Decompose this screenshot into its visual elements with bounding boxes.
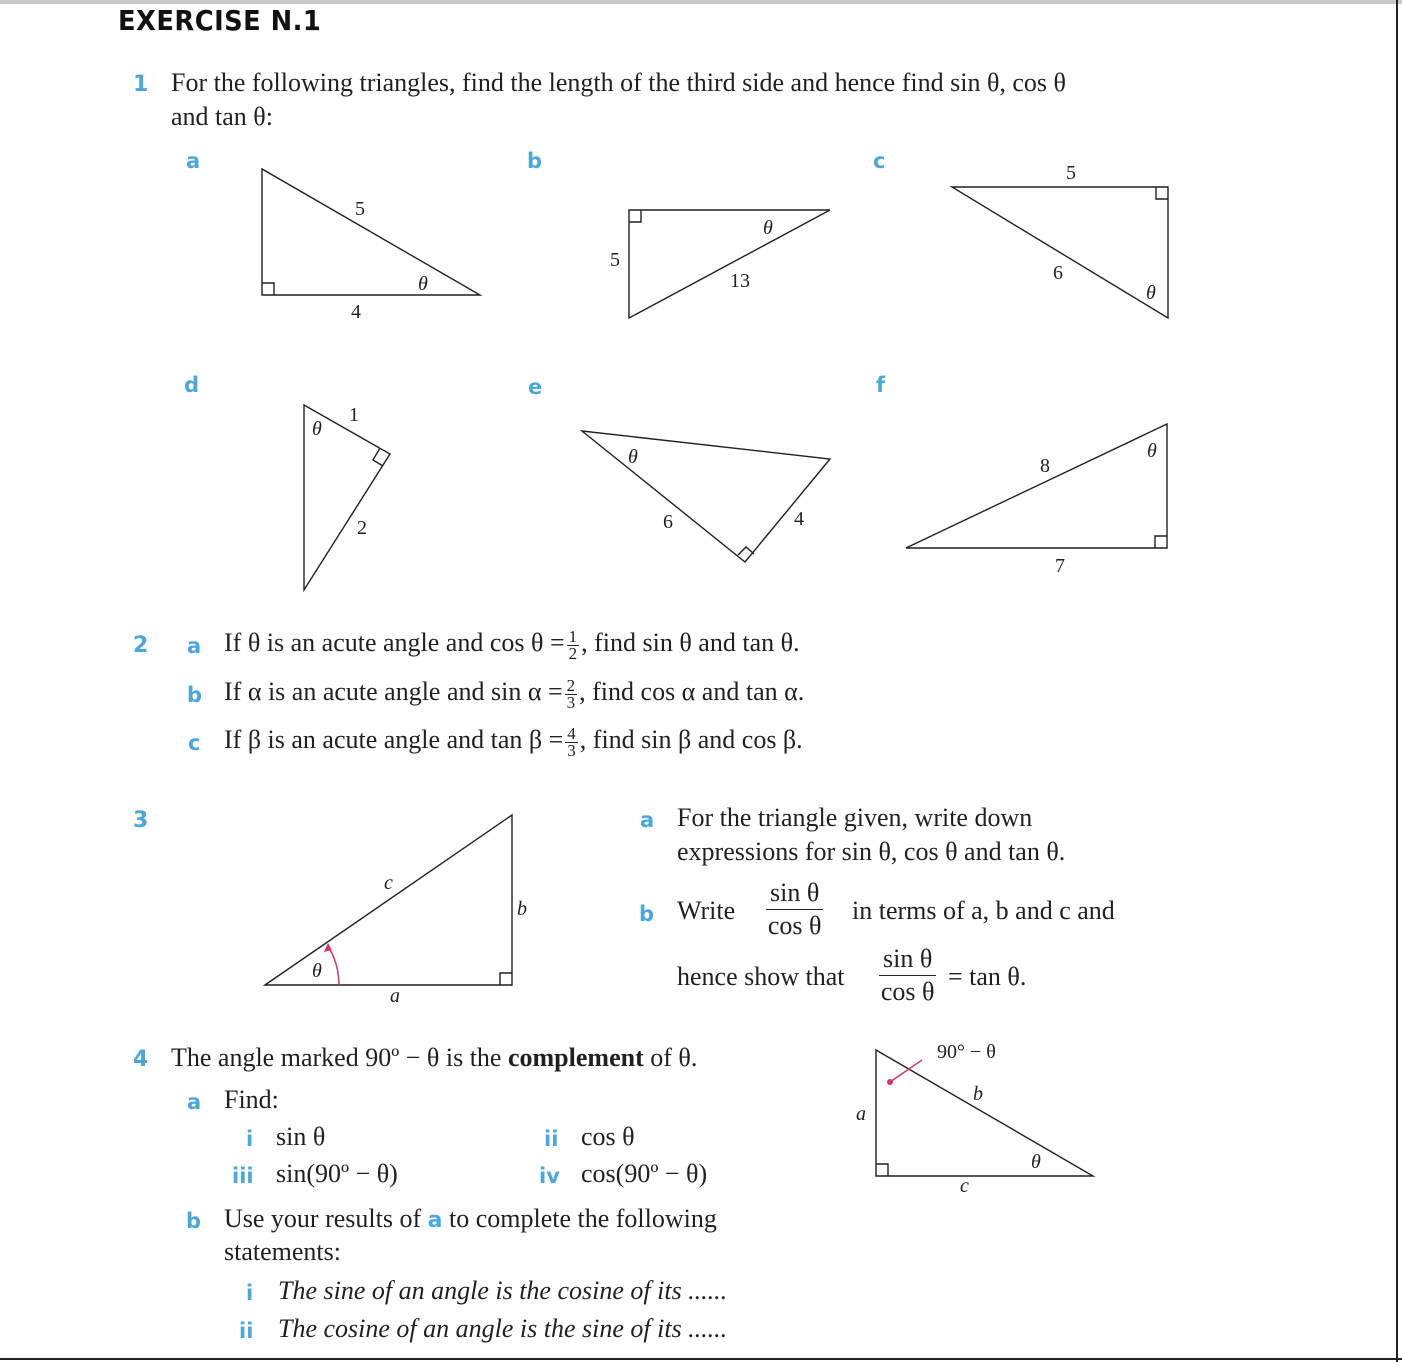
tri-c-top: 5 <box>1066 162 1076 184</box>
q1-part-f-label: f <box>876 373 886 397</box>
q4-iv-text: cos(90º − θ) <box>581 1159 708 1188</box>
q3-a-label: a <box>640 808 655 832</box>
triangle-b <box>629 210 830 318</box>
q3-tri-adj: a <box>390 985 400 1007</box>
q4-b-post: to complete the following <box>442 1204 717 1233</box>
q4-tri-angle: θ <box>1031 1151 1041 1173</box>
q4-i-text: sin θ <box>276 1122 326 1151</box>
tri-d-side: 2 <box>357 517 367 539</box>
q4-complement-pointer <box>890 1060 922 1082</box>
tri-d-top: 1 <box>349 404 359 426</box>
q4-b-ii-label: ii <box>239 1319 254 1343</box>
q2-c-label: c <box>188 731 201 755</box>
tri-f-base: 7 <box>1055 555 1065 577</box>
q2-b-label: b <box>187 683 203 707</box>
q2-number: 2 <box>133 633 149 658</box>
q2-c-pre: If β is an acute angle and tan β = <box>224 725 564 754</box>
q4-a-text: Find: <box>224 1085 279 1114</box>
q4-b-ii-text: The cosine of an angle is the sine of its ...... <box>278 1314 728 1343</box>
q3-number: 3 <box>133 808 149 833</box>
q4-intro <box>171 1043 697 1073</box>
q1-line1: For the following triangles, find the length of the third side and hence find sin θ, cos θ <box>171 68 1067 97</box>
q2-b-pre: If α is an acute angle and sin α = <box>224 677 563 706</box>
q2-a-label: a <box>187 634 202 658</box>
tri-e-leg1: 6 <box>663 511 673 533</box>
q2-b-num: 2 <box>566 675 576 695</box>
q4-b-line2: statements: <box>224 1237 341 1266</box>
q4-iii-label: iii <box>232 1164 254 1188</box>
tri-d-angle: θ <box>312 418 322 440</box>
tri-e-leg2: 4 <box>794 508 804 530</box>
tri-e-angle: θ <box>628 446 638 468</box>
triangle-e <box>582 431 830 562</box>
triangle-q3 <box>265 815 512 985</box>
q3-a-line1: For the triangle given, write down <box>677 803 1033 832</box>
q4-ii-label: ii <box>544 1127 559 1151</box>
q4-b-i-text: The sine of an angle is the cosine of its ...... <box>278 1276 728 1305</box>
q4-intro-bold: complement <box>507 1043 644 1072</box>
tri-a-hyp: 5 <box>355 198 365 220</box>
q1-number: 1 <box>133 72 149 97</box>
tri-f-angle: θ <box>1147 440 1157 462</box>
q4-number: 4 <box>133 1047 149 1072</box>
q2-b-fraction <box>565 675 578 712</box>
triangle-a <box>262 169 480 295</box>
q3-angle-arc <box>328 946 339 985</box>
q4-b-label: b <box>186 1209 202 1233</box>
q2-a-fraction <box>567 626 580 663</box>
q2-a-num: 1 <box>568 626 578 646</box>
triangle-f <box>906 424 1167 548</box>
q4-intro-post: of θ. <box>643 1043 698 1072</box>
q2-c-fraction <box>565 723 578 760</box>
q3-hence-frac <box>879 943 936 1008</box>
q3-b-rest: in terms of a, b and c and <box>852 896 1115 925</box>
q2-c-den: 3 <box>567 740 576 760</box>
q3-hence: hence show that <box>677 962 845 991</box>
q1-part-a-label: a <box>186 149 201 173</box>
q1-part-e-label: e <box>528 375 543 399</box>
q4-tri-side: a <box>856 1103 866 1125</box>
q4-b-pre: Use your results of <box>224 1204 428 1233</box>
tri-a-base: 4 <box>351 301 361 323</box>
q3-tri-opp: b <box>517 898 527 920</box>
q3-hence-frac-den: cos θ <box>880 977 935 1006</box>
q3-b-frac-den: cos θ <box>767 911 822 940</box>
q2-c-post: , find sin β and cos β. <box>579 725 803 754</box>
q3-b-frac <box>766 877 823 942</box>
q3-tri-angle: θ <box>312 960 322 982</box>
tri-c-angle: θ <box>1146 282 1156 304</box>
q1-part-c-label: c <box>873 149 886 173</box>
q4-intro-pre: The angle marked 90º − θ is the <box>171 1043 508 1072</box>
tri-f-hyp: 8 <box>1040 455 1050 477</box>
q4-complement-dot <box>887 1079 893 1085</box>
q4-a-label: a <box>187 1090 202 1114</box>
exercise-title: EXERCISE N.1 <box>118 4 322 37</box>
q3-b-fraction <box>760 877 829 942</box>
q3-hence-fraction <box>873 943 942 1008</box>
q2-c-num: 4 <box>567 723 576 743</box>
q2-a-text <box>224 628 800 662</box>
q2-a-post: , find sin θ and tan θ. <box>581 628 800 657</box>
q2-a-den: 2 <box>568 643 578 663</box>
q4-tri-base: c <box>960 1175 969 1197</box>
triangle-c <box>952 187 1168 318</box>
q4-tri-hyp: b <box>973 1083 983 1105</box>
tri-c-hyp: 6 <box>1053 262 1063 284</box>
q3-hence-frac-num: sin θ <box>879 943 936 976</box>
tri-a-angle: θ <box>418 273 428 295</box>
q3-b-frac-num: sin θ <box>766 877 823 910</box>
q1-part-b-label: b <box>527 149 543 173</box>
q3-b-write: Write <box>677 896 736 925</box>
q2-b-post: , find cos α and tan α. <box>579 677 805 706</box>
q4-b-text <box>224 1204 717 1234</box>
q4-b-i-label: i <box>246 1281 254 1305</box>
q4-iii-text: sin(90º − θ) <box>276 1159 398 1188</box>
q1-part-d-label: d <box>184 373 200 397</box>
q4-tri-comp: 90° − θ <box>937 1041 996 1063</box>
q3-b-label: b <box>639 902 655 926</box>
tri-b-angle: θ <box>763 217 773 239</box>
q2-b-text <box>224 677 804 711</box>
q4-ii-text: cos θ <box>581 1122 635 1151</box>
q3-a-line2: expressions for sin θ, cos θ and tan θ. <box>677 837 1066 866</box>
q4-b-ref: a <box>427 1208 443 1233</box>
q2-c-text <box>224 725 803 759</box>
q3-tri-hyp: c <box>384 872 393 894</box>
tri-b-side: 5 <box>610 249 620 271</box>
q3-equals: = tan θ. <box>948 962 1027 991</box>
q4-i-label: i <box>246 1127 254 1151</box>
tri-b-hyp: 13 <box>730 270 750 292</box>
q2-a-pre: If θ is an acute angle and cos θ = <box>224 628 565 657</box>
q4-iv-label: iv <box>539 1164 560 1188</box>
q1-line2: and tan θ: <box>171 102 273 131</box>
q2-b-den: 3 <box>566 692 576 712</box>
